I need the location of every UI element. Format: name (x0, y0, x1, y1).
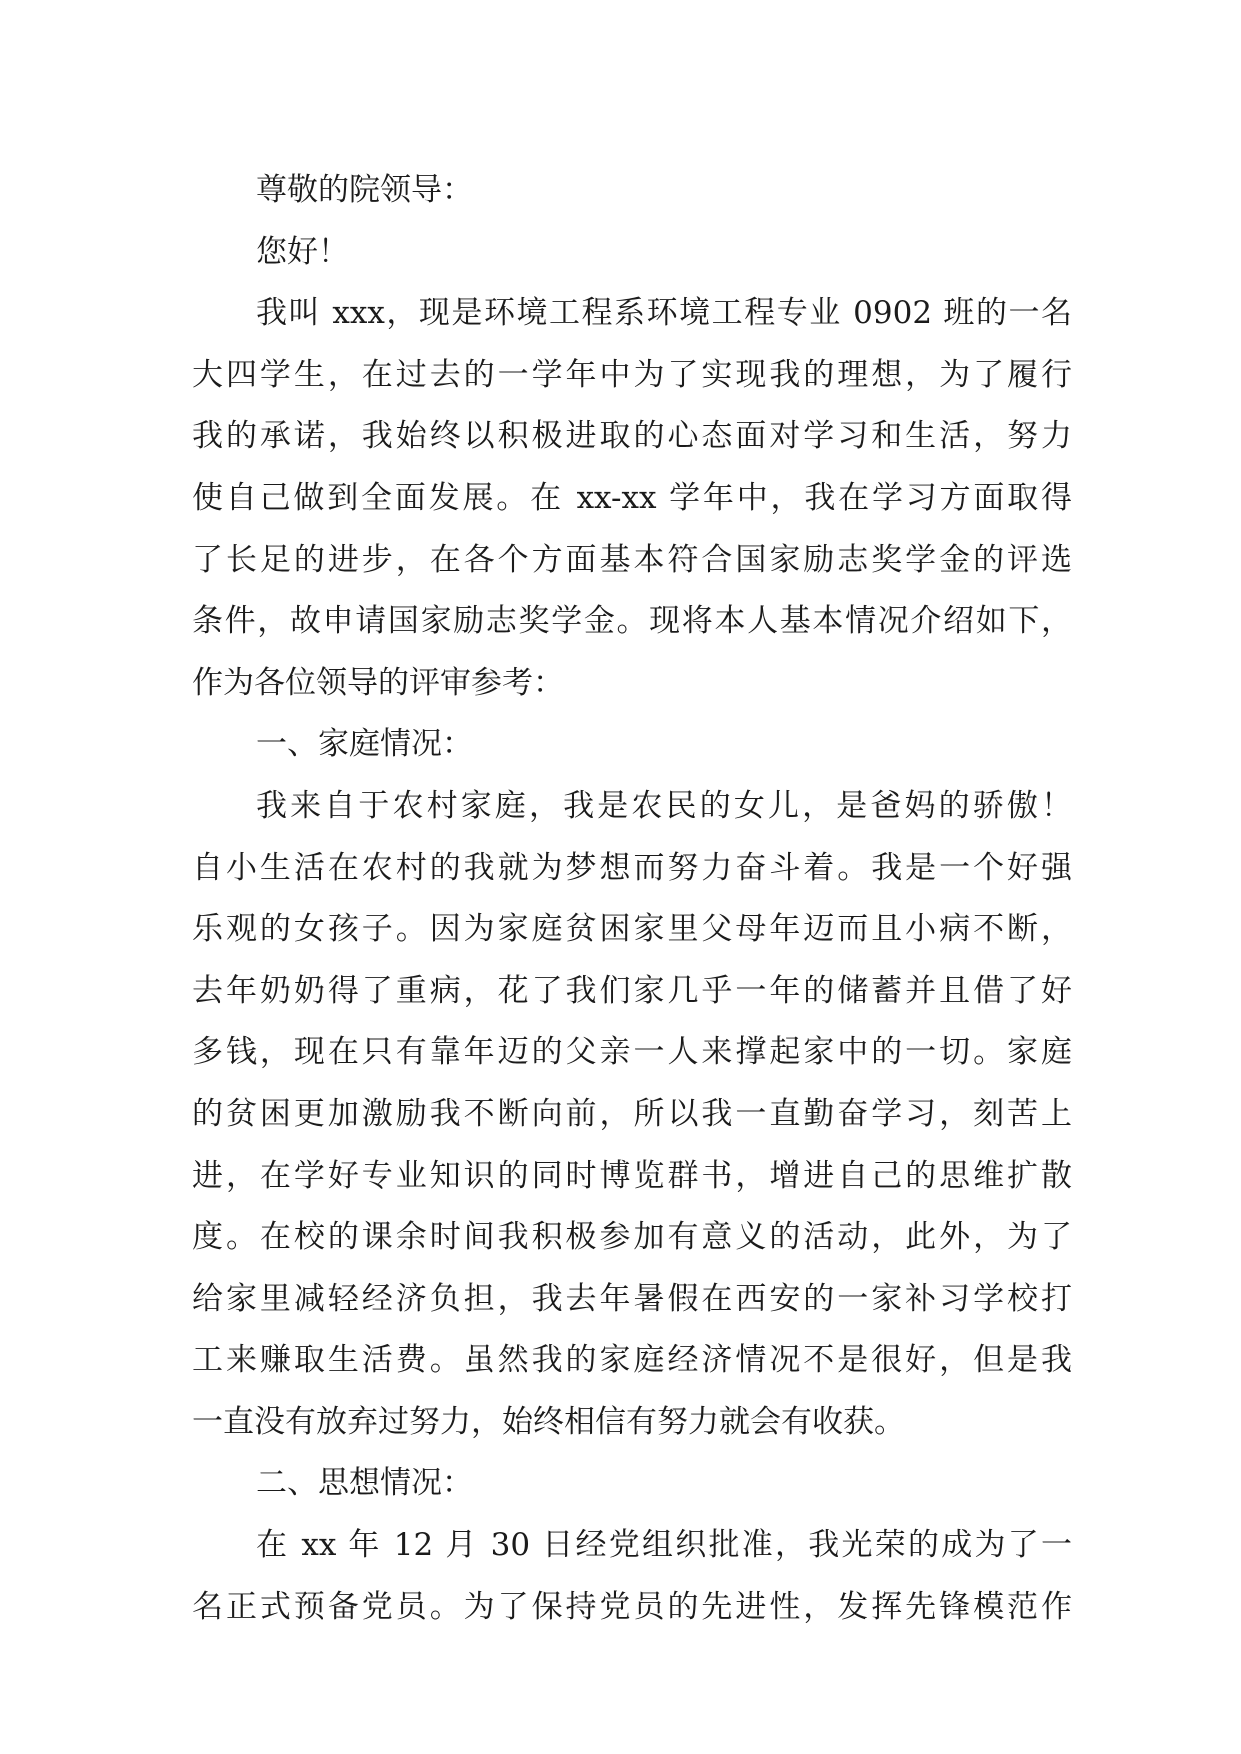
text-line: 了长足的进步，在各个方面基本符合国家励志奖学金的评选 (192, 541, 1072, 578)
text-line: 条件，故申请国家励志奖学金。现将本人基本情况介绍如下， (192, 603, 1072, 640)
text-line: 作为各位领导的评审参考： (192, 664, 564, 701)
section-heading: 二、思想情况： (256, 1465, 473, 1502)
text-line: 一直没有放弃过努力，始终相信有努力就会有收获。 (192, 1403, 905, 1440)
text-line: 的贫困更加激励我不断向前，所以我一直勤奋学习，刻苦上 (192, 1095, 1072, 1132)
salutation: 尊敬的院领导： (256, 172, 473, 208)
greeting: 您好！ (256, 233, 349, 270)
text-line: 去年奶奶得了重病，花了我们家几乎一年的储蓄并且借了好 (192, 972, 1072, 1009)
text-line: 工来赚取生活费。虽然我的家庭经济情况不是很好，但是我 (192, 1342, 1072, 1379)
text-line: 我来自于农村家庭，我是农民的女儿，是爸妈的骄傲！ (256, 787, 1072, 824)
text-line: 我叫 xxx，现是环境工程系环境工程专业 0902 班的一名 (256, 295, 1072, 332)
text-line: 乐观的女孩子。因为家庭贫困家里父母年迈而且小病不断， (192, 911, 1072, 948)
text-line: 进，在学好专业知识的同时博览群书，增进自己的思维扩散 (192, 1157, 1072, 1194)
document-body (192, 160, 1072, 1638)
text-line: 度。在校的课余时间我积极参加有意义的活动，此外，为了 (192, 1219, 1072, 1256)
text-line: 使自己做到全面发展。在 xx-xx 学年中，我在学习方面取得 (192, 479, 1072, 516)
section-heading: 一、家庭情况： (256, 726, 473, 763)
text-line: 给家里减轻经济负担，我去年暑假在西安的一家补习学校打 (192, 1280, 1072, 1317)
text-line: 自小生活在农村的我就为梦想而努力奋斗着。我是一个好强 (192, 849, 1072, 886)
text-line: 在 xx 年 12 月 30 日经党组织批准，我光荣的成为了一 (256, 1527, 1072, 1564)
text-line: 多钱，现在只有靠年迈的父亲一人来撑起家中的一切。家庭 (192, 1034, 1072, 1071)
text-line: 我的承诺，我始终以积极进取的心态面对学习和生活，努力 (192, 418, 1072, 455)
text-line: 名正式预备党员。为了保持党员的先进性，发挥先锋模范作 (192, 1588, 1072, 1625)
text-line: 大四学生，在过去的一学年中为了实现我的理想，为了履行 (192, 356, 1072, 393)
